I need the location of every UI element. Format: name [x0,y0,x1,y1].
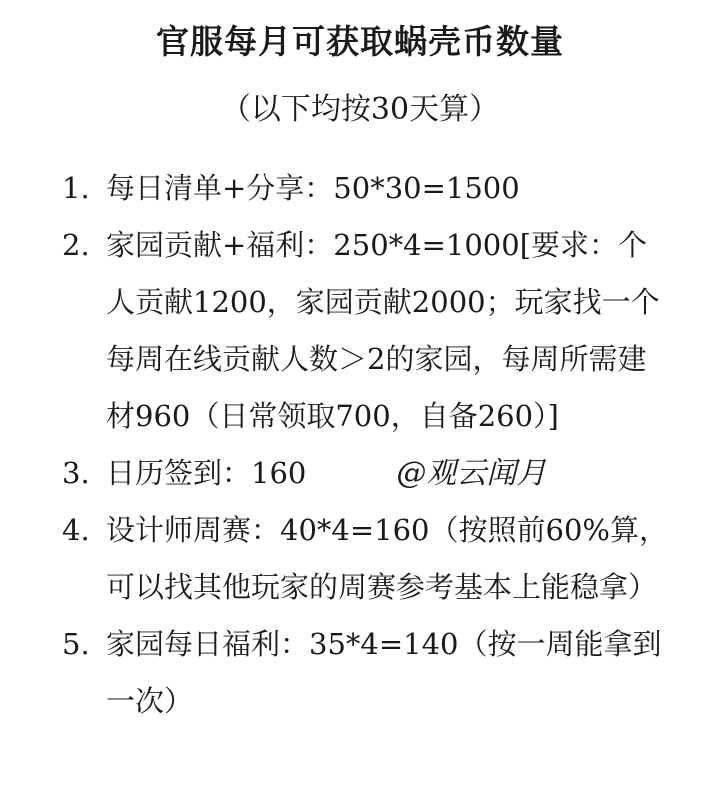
list-item [62,160,672,217]
list-item [62,217,672,445]
list-item [62,616,672,730]
page-title: 官服每月可获取蜗壳币数量 [156,22,564,61]
list-item [62,445,672,502]
item-number: 4. [62,513,90,547]
item-text: 日历签到：160 [106,456,307,490]
item-text: 家园贡献+福利：250*4=1000[要求：个人贡献1200，家园贡献2000；玩家找一个每周在线贡献人数＞2的家园，每周所需建材960（日常领取700，自备260）] [106,228,660,433]
item-text: 设计师周赛：40*4=160（按照前60%算，可以找其他玩家的周赛参考基本上能稳拿） [106,513,668,604]
item-number: 1. [62,171,90,205]
item-text: 每日清单+分享：50*30=1500 [106,171,520,205]
author-watermark: @观云闻月 [396,456,547,491]
list-item [62,502,672,616]
item-list [62,160,672,730]
item-text: 家园每日福利：35*4=140（按一周能拿到一次） [106,627,662,718]
item-number: 3. [62,456,90,490]
item-text-with-watermark [106,445,672,502]
page-subtitle: （以下均按30天算） [220,92,500,127]
item-number: 5. [62,627,90,661]
item-number: 2. [62,228,90,262]
